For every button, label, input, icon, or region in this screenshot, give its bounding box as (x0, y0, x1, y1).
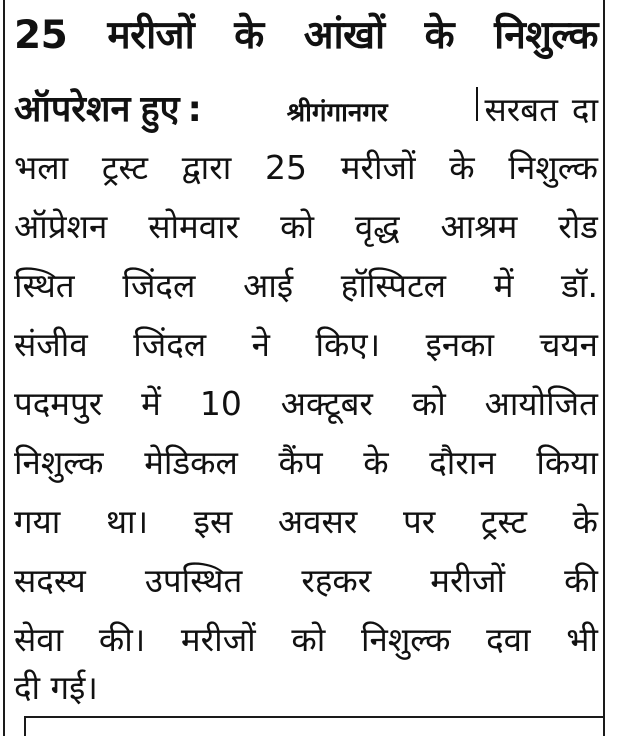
body-word: वृद्ध (354, 207, 400, 246)
body-word: अवसर (277, 502, 358, 541)
body-line (14, 323, 598, 369)
body-last-line: दी गई। (14, 668, 98, 707)
headline-word: के (424, 13, 455, 58)
column-rule-bottom-tick (24, 716, 26, 736)
body-word: की। (98, 620, 146, 659)
body-word: ट्रस्ट (101, 148, 148, 187)
column-rule-right (603, 0, 605, 736)
body-word: पदमपुर (14, 384, 103, 423)
body-line (14, 146, 598, 192)
body-line (14, 382, 598, 428)
headline-word: आंखों (303, 13, 385, 58)
body-word: 10 (199, 384, 242, 423)
dateline: श्रीगंगानगर (286, 98, 388, 128)
body-word: अक्टूबर (280, 384, 373, 423)
body-word: दवा (486, 620, 531, 659)
headline-line-2 (14, 87, 598, 133)
body-word: के (449, 148, 475, 187)
headline-word: के (234, 13, 264, 58)
body-word: सेवा (14, 620, 64, 659)
body-word: था। (105, 502, 149, 541)
body-word: की (564, 561, 598, 600)
body-word: गया (14, 502, 61, 541)
column-rule-left (3, 0, 5, 736)
body-word: जिंदल (133, 325, 207, 364)
body-line (14, 618, 598, 664)
headline-word: ऑपरेशन (14, 89, 131, 130)
body-word: को (291, 620, 326, 659)
headline-line-1 (14, 14, 598, 60)
body-word: जिंदल (122, 266, 196, 305)
body-word: मरीजों (340, 148, 416, 187)
body-line (14, 441, 598, 487)
body-word: में (493, 266, 514, 305)
body-word: निशुल्क (508, 148, 598, 187)
body-line (14, 559, 598, 605)
body-word: इनका (425, 325, 495, 364)
body-word: मेडिकल (144, 443, 238, 482)
body-word: उपस्थित (144, 561, 243, 600)
body-word: को (411, 384, 446, 423)
body-line (14, 205, 598, 251)
headline-word: निशुल्क (494, 13, 598, 58)
body-line (14, 264, 598, 310)
body-word: द्वारा (181, 148, 232, 187)
body-word: भी (566, 620, 598, 659)
body-word: के (572, 502, 598, 541)
body-start (472, 87, 598, 132)
body-word: आश्रम (440, 207, 518, 246)
body-word: में (141, 384, 161, 423)
body-word: चयन (539, 325, 598, 364)
body-word: किए। (315, 325, 381, 364)
body-word: ऑप्रेशन (14, 207, 108, 246)
headline-word: 25 (14, 13, 68, 58)
body-word: किया (536, 443, 598, 482)
body-word: आयोजित (484, 384, 598, 423)
body-word: को (280, 207, 314, 246)
body-word: सदस्य (14, 561, 86, 600)
body-word: पर (402, 502, 436, 541)
body-line (14, 500, 598, 546)
body-word: सोमवार (148, 207, 240, 246)
headline-word: हुए (140, 89, 180, 130)
headline-word: मरीजों (107, 13, 195, 58)
body-word: दौरान (429, 443, 496, 482)
body-word: रहकर (301, 561, 372, 600)
body-word: डॉ. (561, 266, 598, 305)
body-word: इस (193, 502, 233, 541)
body-word: संजीव (14, 325, 88, 364)
body-word: कैंप (278, 443, 323, 482)
body-word: रोड (558, 207, 598, 246)
body-word: स्थित (14, 266, 75, 305)
column-rule-bottom (24, 716, 605, 718)
body-word: के (363, 443, 389, 482)
body-word: हॉस्पिटल (340, 266, 447, 305)
body-word: आई (243, 266, 294, 305)
headline-colon: : (187, 89, 202, 130)
body-word: निशुल्क (14, 443, 104, 482)
body-word: 25 (265, 148, 308, 187)
dateline-separator (476, 87, 478, 121)
body-word: ने (251, 325, 270, 364)
body-word: ट्रस्ट (480, 502, 527, 541)
headline-tail (14, 88, 202, 132)
body-word: मरीजों (430, 561, 506, 600)
body-word: सरबत (484, 90, 558, 129)
body-word: भला (14, 148, 69, 187)
body-word: दा (571, 90, 598, 129)
body-word: निशुल्क (360, 620, 451, 659)
body-word: मरीजों (180, 620, 256, 659)
